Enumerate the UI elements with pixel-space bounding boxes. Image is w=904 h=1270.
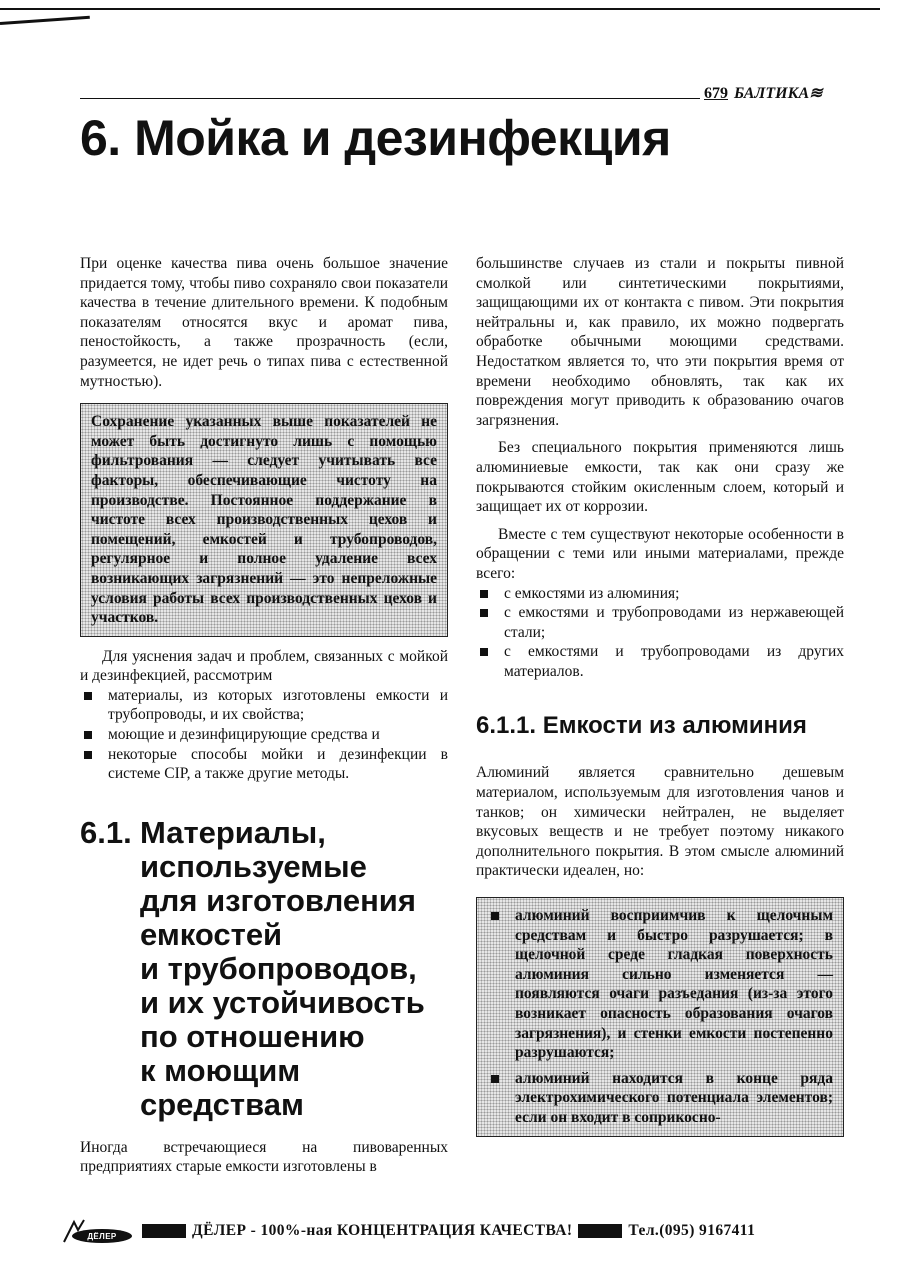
list-item: моющие и дезинфицирующие средства и xyxy=(80,725,448,745)
chapter-title: 6. Мойка и дезинфекция xyxy=(80,110,671,166)
list-item: материалы, из которых изготовлены емкости и трубопроводы, и их свойства; xyxy=(80,686,448,725)
section-title-line: и их устойчивость xyxy=(140,984,425,1020)
dealer-logo-icon xyxy=(62,1216,136,1246)
black-bar xyxy=(578,1224,622,1238)
section-title-line: средствам xyxy=(140,1086,304,1122)
footer xyxy=(62,1214,852,1248)
black-bar xyxy=(142,1224,186,1238)
list-item: некоторые способы мойки и дезинфекции в системе CIP, а также другие методы. xyxy=(80,745,448,784)
bullet-list xyxy=(487,906,833,1128)
section-title-line: к моющим xyxy=(140,1052,301,1088)
paragraph: Без специального покрытия применяются лишь алюминиевые емкости, так как они сразу же покрываются стойким окисленным слоем, который и защищает их от коррозии. xyxy=(476,439,844,516)
section-title-line: и трубопроводов, xyxy=(140,950,417,986)
section-title-line: Материалы, xyxy=(140,814,326,850)
list-item: с емкостями и трубопроводами из других материалов. xyxy=(476,642,844,681)
subsection-title: 6.1.1. Емкости из алюминия xyxy=(476,712,807,740)
logo-text: ДЁЛЕР xyxy=(87,1232,117,1241)
list-item: с емкостями и трубопроводами из нержавеющей стали; xyxy=(476,603,844,642)
paragraph: Иногда встречающиеся на пивоваренных предприятиях старые емкости изготовлены в xyxy=(80,1138,448,1176)
highlight-box xyxy=(476,897,844,1137)
list-item: алюминий находится в конце ряда электрохимического потенциала элементов; если он входит в соприкосно- xyxy=(487,1069,833,1128)
brand-name: БАЛТИКА≋ xyxy=(734,85,823,102)
section-number: 6.1. xyxy=(80,814,132,850)
highlight-box: Сохранение указанных выше показателей не может быть достигнуто лишь с помощью фильтрования — следует учитывать все факторы, обеспечивающие чистоту на производстве. Постоянное поддержание в чистоте всех производственных цехов и помещений, емкостей и трубопроводов, регулярное и полное удаление всех возникающих загрязнений — это непреложные условия работы всех производственных цехов и участков. xyxy=(80,403,448,637)
right-column xyxy=(476,254,844,1137)
intro-paragraph: При оценке качества пива очень большое значение придается тому, чтобы пиво сохраняло свои показатели качества в течение длительного времени. К подобным показателям относятся вкус и аромат пива, пеностойкость, а также прозрачность (если, разумеется, не идет речь о типах пива с естественной мутностью). xyxy=(80,255,448,390)
bullet-list xyxy=(80,686,448,784)
top-rule xyxy=(0,8,880,10)
footer-phone: Тел.(095) 9167411 xyxy=(628,1222,756,1239)
left-column xyxy=(80,254,448,1177)
section-title xyxy=(80,816,448,1122)
section-title-line: используемые xyxy=(140,848,367,884)
top-rule-accent xyxy=(0,16,90,25)
section-title-line: для изготовления xyxy=(140,882,416,918)
section-title-words xyxy=(140,816,425,1122)
footer-slogan: ДЁЛЕР - 100%-ная КОНЦЕНТРАЦИЯ КАЧЕСТВА! xyxy=(192,1222,573,1239)
paragraph: большинстве случаев из стали и покрыты пивной смолкой или синтетическими покрытиями, защищающими их от контакта с пивом. Эти покрытия нейтральны и, как правило, их можно подвергать обработке обычными моющими средствами. Недостатком является то, что эти покрытия время от времени необходимо обновлять, так как их повреждения могут приводить к образованию очагов загрязнения. xyxy=(476,255,844,429)
header-rule xyxy=(80,98,700,99)
paragraph: Вместе с тем существуют некоторые особенности в обращении с теми или иными материалами, прежде всего: xyxy=(476,525,844,582)
running-header xyxy=(704,83,823,103)
page-number: 679 xyxy=(704,85,728,102)
section-title-line: емкостей xyxy=(140,916,283,952)
list-item: алюминий восприимчив к щелочным средствам и быстро разрушается; в щелочной среде гладкая поверхность алюминия сильно изменяется — появляются очаги разъедания (из-за этого возникает опасность образования очагов загрязнения), и стенки емкости постепенно разрушаются; xyxy=(487,906,833,1063)
paragraph: Для уяснения задач и проблем, связанных с мойкой и дезинфекцией, рассмотрим xyxy=(80,647,448,685)
paragraph: Алюминий является сравнительно дешевым материалом, используемым для изготовления чанов и танков; он химически нейтрален, не выделяет вкусовых веществ и не требует поэтому никакого дополнительного покрытия. В этом смысле алюминий практически идеален, но: xyxy=(476,764,844,880)
section-title-line: по отношению xyxy=(140,1018,365,1054)
list-item: с емкостями из алюминия; xyxy=(476,584,844,604)
bullet-list xyxy=(476,584,844,682)
